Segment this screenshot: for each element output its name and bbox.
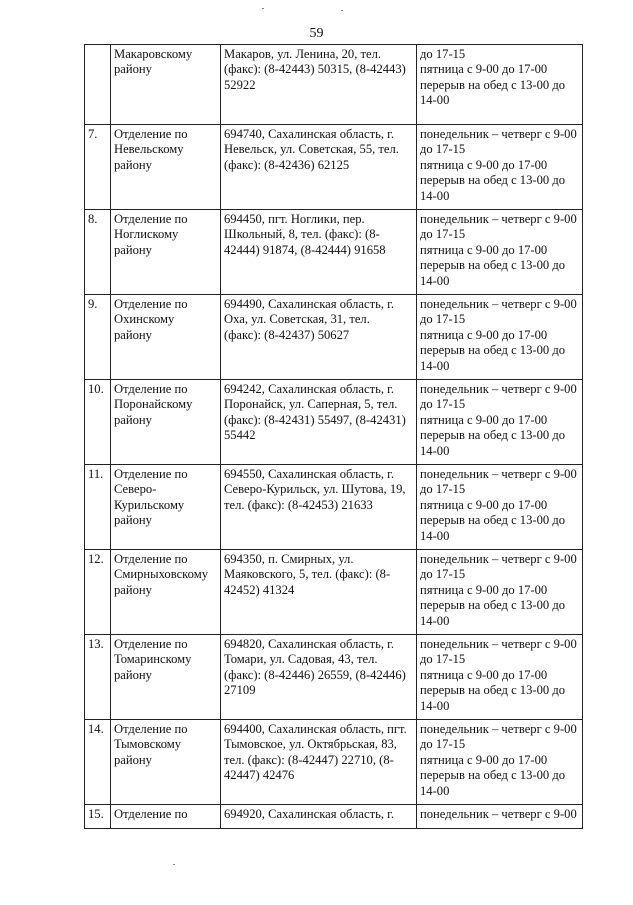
office-name: Отделение по Невельскому району [111,125,221,210]
offices-table [84,44,583,829]
office-address: 694450, пгт. Ноглики, пер. Школьный, 8, тел. (факс): (8- 42444) 91874, (8-42444) 91658 [221,210,417,295]
office-name: Отделение по [111,805,221,829]
row-number: 8. [85,210,111,295]
office-hours: понедельник – четверг с 9-00 до 17-15 пятница с 9-00 до 17-00 перерыв на обед с 13-00 до 14-00 [417,380,583,465]
office-address: 694740, Сахалинская область, г. Невельск, ул. Советская, 55, тел. (факс): (8-42436) 62125 [221,125,417,210]
office-address: 694490, Сахалинская область, г. Оха, ул. Советская, 31, тел. (факс): (8-42437) 50627 [221,295,417,380]
office-hours: понедельник – четверг с 9-00 до 17-15 пятница с 9-00 до 17-00 перерыв на обед с 13-00 до 14-00 [417,550,583,635]
office-address: 694350, п. Смирных, ул. Маяковского, 5, тел. (факс): (8- 42452) 41324 [221,550,417,635]
row-number: 9. [85,295,111,380]
office-address: 694242, Сахалинская область, г. Поронайск, ул. Саперная, 5, тел. (факс): (8-42431) 55497, (8-42431) 55442 [221,380,417,465]
office-name: Отделение по Томаринскому району [111,635,221,720]
page-number: 59 [309,26,324,41]
office-name: Отделение по Поронайскому району [111,380,221,465]
office-hours: понедельник – четверг с 9-00 до 17-15 пятница с 9-00 до 17-00 перерыв на обед с 13-00 до 14-00 [417,720,583,805]
table-row [85,380,583,465]
office-address: 694400, Сахалинская область, пгт. Тымовское, ул. Октябрьская, 83, тел. (факс): (8-42447) 22710, (8- 42447) 42476 [221,720,417,805]
table-row [85,465,583,550]
office-name: Отделение по Тымовскому району [111,720,221,805]
table-row [85,550,583,635]
row-number: 15. [85,805,111,829]
office-hours: понедельник – четверг с 9-00 до 17-15 пятница с 9-00 до 17-00 перерыв на обед с 13-00 до 14-00 [417,635,583,720]
row-number: 10. [85,380,111,465]
office-address: 694820, Сахалинская область, г. Томари, ул. Садовая, 43, тел. (факс): (8-42446) 26559, (8-42446) 27109 [221,635,417,720]
row-number: 11. [85,465,111,550]
table-row [85,295,583,380]
office-name: Отделение по Ноглискому району [111,210,221,295]
row-number: 14. [85,720,111,805]
office-hours: до 17-15 пятница с 9-00 до 17-00 перерыв на обед с 13-00 до 14-00 [417,45,583,125]
office-hours: понедельник – четверг с 9-00 до 17-15 пятница с 9-00 до 17-00 перерыв на обед с 13-00 до 14-00 [417,295,583,380]
table-row [85,45,583,125]
table-row [85,805,583,829]
row-number [85,45,111,125]
office-name: Отделение по Северо- Курильскому району [111,465,221,550]
row-number: 13. [85,635,111,720]
office-address: Макаров, ул. Ленина, 20, тел. (факс): (8-42443) 50315, (8-42443) 52922 [221,45,417,125]
scan-speck [262,8,264,9]
office-hours: понедельник – четверг с 9-00 до 17-15 пятница с 9-00 до 17-00 перерыв на обед с 13-00 до 14-00 [417,210,583,295]
scan-speck [173,864,175,865]
row-number: 12. [85,550,111,635]
scan-speck [341,10,343,11]
office-address: 694550, Сахалинская область, г. Северо-Курильск, ул. Шутова, 19, тел. (факс): (8-42453) 21633 [221,465,417,550]
office-name: Отделение по Смирныховскому району [111,550,221,635]
office-name: Отделение по Охинскому району [111,295,221,380]
table-row [85,210,583,295]
table-row [85,720,583,805]
office-hours: понедельник – четверг с 9-00 [417,805,583,829]
office-address: 694920, Сахалинская область, г. [221,805,417,829]
office-name: Макаровскому району [111,45,221,125]
office-hours: понедельник – четверг с 9-00 до 17-15 пятница с 9-00 до 17-00 перерыв на обед с 13-00 до 14-00 [417,465,583,550]
table-row [85,125,583,210]
office-hours: понедельник – четверг с 9-00 до 17-15 пятница с 9-00 до 17-00 перерыв на обед с 13-00 до 14-00 [417,125,583,210]
table-row [85,635,583,720]
row-number: 7. [85,125,111,210]
